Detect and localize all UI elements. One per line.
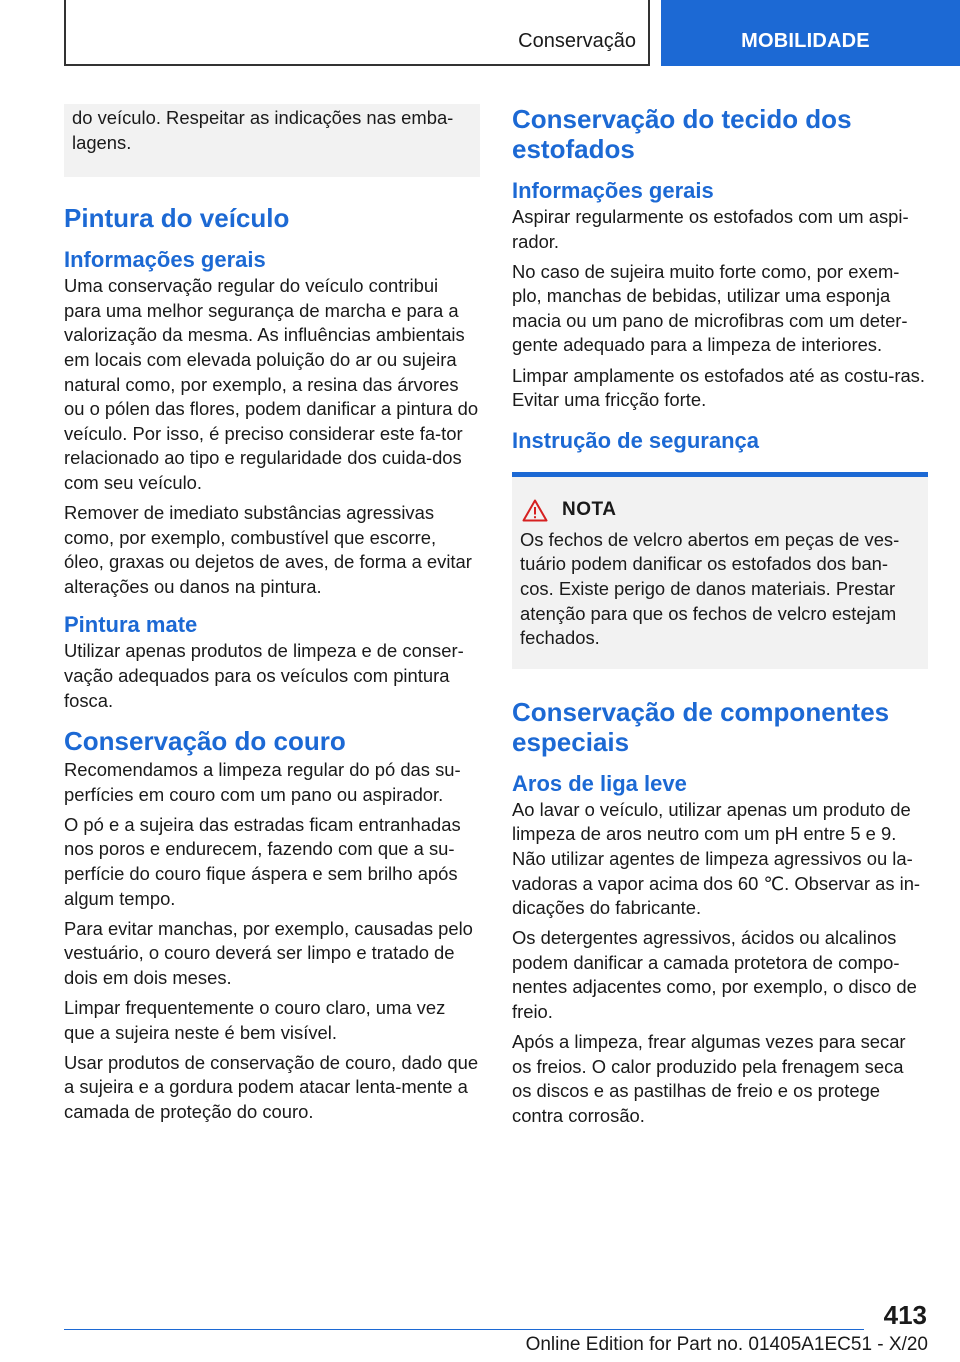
subheading-tecido-info: Informações gerais [512, 178, 714, 203]
subheading-aros: Aros de liga leve [512, 770, 687, 796]
subheading-seguranca: Instrução de segurança [512, 427, 759, 453]
header-section-title: Conservação [518, 30, 636, 52]
heading-componentes: Conservação de componentes especiais [512, 696, 890, 757]
header-chapter-tab[interactable] [661, 0, 960, 66]
paragraph: Para evitar manchas, por exemplo, causadas pelo vestuário, o couro deverá ser limpo e tratado de dois em dois meses. [64, 917, 473, 988]
paragraph: Usar produtos de conservação de couro, dado que a sujeira e a gordura podem atacar lenta-mente a camada de proteção do couro. [64, 1051, 479, 1122]
warning-box [512, 472, 928, 669]
continued-note-box [64, 104, 480, 177]
footer-edition-text: Online Edition for Part no. 01405A1EC51 - X/20 [525, 1334, 928, 1355]
left-column [64, 104, 480, 1130]
right-column [512, 104, 928, 1134]
heading-couro: Conservação do couro [64, 726, 346, 757]
warning-header [520, 499, 920, 522]
paragraph: Remover de imediato substâncias agressivas como, por exemplo, combustível que escorre, óleo, graxas ou dejetos de aves, de forma a evitar alterações ou danos na pintura. [64, 502, 472, 597]
subheading-pintura-mate: Pintura mate [64, 612, 198, 638]
paragraph: Aspirar regularmente os estofados com um aspi-rador. [512, 206, 909, 252]
page-number: 413 [883, 1300, 927, 1330]
paragraph: Os detergentes agressivos, ácidos ou alcalinos podem danificar a camada protetora de compo-nentes adjacentes como, por exemplo, o disco de freio. [512, 927, 917, 1022]
paragraph: Limpar frequentemente o couro claro, uma vez que a sujeira neste é bem visível. [64, 997, 446, 1043]
paragraph: Uma conservação regular do veículo contribui para uma melhor segurança de marcha e para a valorização da mesma. As influências ambientais em locais com elevada poluição do ar ou sujeira natural como, por exemplo, a resina das árvores ou o pólen das flores, podem danificar a pintura do veículo. Por isso, é preciso considerar este fa-tor relacionado ao tipo e regularidade dos cuida-dos com seu veículo. [64, 275, 479, 493]
paragraph: No caso de sujeira muito forte como, por exem-plo, manchas de bebidas, utilizar uma esponja macia ou um pano de microfibras com um deter-gente adequado para a limpeza de interiores. [512, 260, 908, 356]
heading-tecido: Conservação do tecido dos estofados [512, 104, 852, 164]
paragraph: Utilizar apenas produtos de limpeza e de conser-vação adequados para os veículos com pintura fosca. [64, 640, 464, 711]
continued-note-text: do veículo. Respeitar as indicações nas emba-lagens. [72, 107, 454, 153]
paragraph: Após a limpeza, frear algumas vezes para secar os freios. O calor produzido pela frenagem seca os discos e as pastilhas de freio e os protege contra corrosão. [512, 1031, 906, 1126]
warning-title: NOTA [562, 499, 617, 521]
header-chapter-label: MOBILIDADE [741, 30, 870, 52]
header-section-box [64, 0, 650, 66]
paragraph: O pó e a sujeira das estradas ficam entranhadas nos poros e endurecem, fazendo com que a su-perfície do couro fique áspera e sem brilho após algum tempo. [64, 813, 461, 909]
subheading-pintura-info: Informações gerais [64, 247, 266, 273]
heading-pintura: Pintura do veículo [64, 203, 290, 234]
warning-triangle-icon [522, 499, 548, 522]
footer-divider [64, 1329, 864, 1330]
paragraph: Recomendamos a limpeza regular do pó das su-perfícies em couro com um pano ou aspirador. [64, 759, 461, 805]
paragraph: Limpar amplamente os estofados até as costu-ras. Evitar uma fricção forte. [512, 364, 925, 411]
warning-text: Os fechos de velcro abertos em peças de ves-tuário podem danificar os estofados dos ban-cos. Existe perigo de danos materiais. Prestar atenção para que os fechos de velcro estejam fechados. [520, 528, 900, 649]
paragraph: Ao lavar o veículo, utilizar apenas um produto de limpeza de aros neutro com um pH entre 5 e 9. Não utilizar agentes de limpeza agressivos ou la-vadoras a vapor acima dos 60 ℃. Observar as in-dicações do fabricante. [512, 798, 921, 919]
